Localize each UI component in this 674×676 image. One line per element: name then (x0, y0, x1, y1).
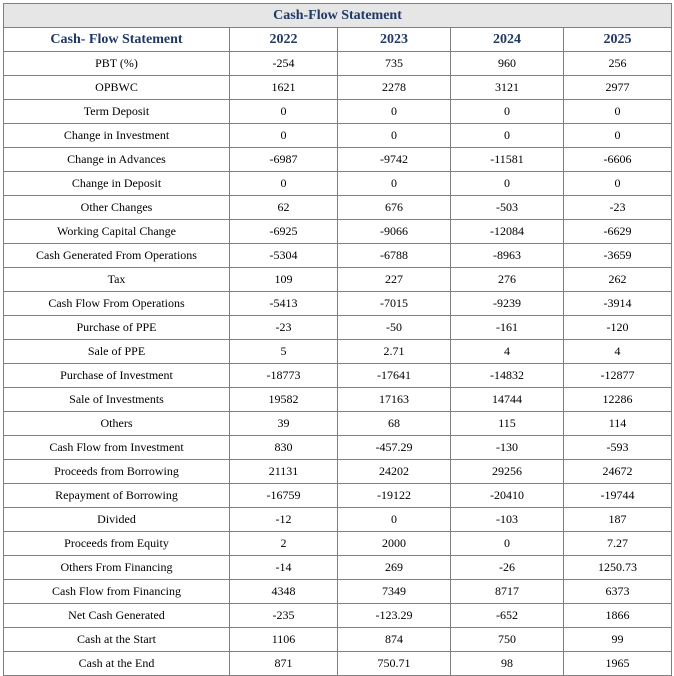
table-row (4, 508, 672, 532)
header-year: 2024 (451, 28, 564, 52)
table-cell: 0 (564, 124, 672, 148)
table-cell: 99 (564, 628, 672, 652)
table-cell: 0 (338, 100, 451, 124)
table-cell: 98 (451, 652, 564, 676)
table-cell: 2977 (564, 76, 672, 100)
table-cell: 0 (451, 172, 564, 196)
table-cell: 874 (338, 628, 451, 652)
table-cell: 24672 (564, 460, 672, 484)
table-cell: 14744 (451, 388, 564, 412)
row-label: PBT (%) (4, 52, 230, 76)
row-label: Purchase of PPE (4, 316, 230, 340)
table-cell: 676 (338, 196, 451, 220)
table-cell: -19122 (338, 484, 451, 508)
table-cell: 8717 (451, 580, 564, 604)
table-row (4, 148, 672, 172)
table-cell: 276 (451, 268, 564, 292)
table-cell: -3914 (564, 292, 672, 316)
table-cell: 0 (564, 100, 672, 124)
table-title-row (4, 4, 672, 28)
table-cell: -5304 (230, 244, 338, 268)
table-cell: 7349 (338, 580, 451, 604)
table-cell: -18773 (230, 364, 338, 388)
row-label: Sale of Investments (4, 388, 230, 412)
table-cell: -130 (451, 436, 564, 460)
table-row (4, 172, 672, 196)
table-cell: -161 (451, 316, 564, 340)
table-cell: 269 (338, 556, 451, 580)
table-row (4, 436, 672, 460)
table-cell: 68 (338, 412, 451, 436)
table-cell: 0 (451, 532, 564, 556)
table-cell: -50 (338, 316, 451, 340)
table-cell: -6629 (564, 220, 672, 244)
table-row (4, 556, 672, 580)
cash-flow-table (3, 3, 672, 676)
row-label: Tax (4, 268, 230, 292)
table-cell: 0 (338, 124, 451, 148)
table-cell: 4 (564, 340, 672, 364)
table-cell: -8963 (451, 244, 564, 268)
table-row (4, 532, 672, 556)
table-row (4, 604, 672, 628)
row-label: Cash at the End (4, 652, 230, 676)
table-row (4, 484, 672, 508)
row-label: Divided (4, 508, 230, 532)
table-cell: 1866 (564, 604, 672, 628)
table-cell: -593 (564, 436, 672, 460)
row-label: Other Changes (4, 196, 230, 220)
table-cell: -9239 (451, 292, 564, 316)
table-cell: -26 (451, 556, 564, 580)
table-row (4, 652, 672, 676)
table-row (4, 124, 672, 148)
table-cell: 830 (230, 436, 338, 460)
table-cell: 0 (451, 100, 564, 124)
row-label: Term Deposit (4, 100, 230, 124)
table-cell: 2278 (338, 76, 451, 100)
table-cell: -235 (230, 604, 338, 628)
row-label: Change in Investment (4, 124, 230, 148)
table-header-row (4, 28, 672, 52)
table-cell: 17163 (338, 388, 451, 412)
table-row (4, 388, 672, 412)
row-label: Proceeds from Borrowing (4, 460, 230, 484)
row-label: Others From Financing (4, 556, 230, 580)
row-label: OPBWC (4, 76, 230, 100)
header-year: 2023 (338, 28, 451, 52)
row-label: Working Capital Change (4, 220, 230, 244)
row-label: Repayment of Borrowing (4, 484, 230, 508)
table-row (4, 460, 672, 484)
row-label: Sale of PPE (4, 340, 230, 364)
header-year: 2025 (564, 28, 672, 52)
table-cell: 6373 (564, 580, 672, 604)
table-cell: 24202 (338, 460, 451, 484)
table-cell: 750.71 (338, 652, 451, 676)
table-row (4, 316, 672, 340)
row-label: Change in Advances (4, 148, 230, 172)
table-row (4, 292, 672, 316)
row-label: Change in Deposit (4, 172, 230, 196)
table-cell: -14832 (451, 364, 564, 388)
table-cell: 4348 (230, 580, 338, 604)
table-cell: 1965 (564, 652, 672, 676)
header-label: Cash- Flow Statement (4, 28, 230, 52)
row-label: Cash Flow from Financing (4, 580, 230, 604)
table-cell: 187 (564, 508, 672, 532)
table-cell: 0 (230, 124, 338, 148)
table-cell: 0 (338, 508, 451, 532)
table-cell: 0 (564, 172, 672, 196)
row-label: Proceeds from Equity (4, 532, 230, 556)
table-cell: 735 (338, 52, 451, 76)
table-cell: -652 (451, 604, 564, 628)
table-cell: 19582 (230, 388, 338, 412)
table-cell: 29256 (451, 460, 564, 484)
table-cell: -123.29 (338, 604, 451, 628)
table-cell: -6987 (230, 148, 338, 172)
table-cell: 2.71 (338, 340, 451, 364)
table-cell: -23 (564, 196, 672, 220)
table-cell: -120 (564, 316, 672, 340)
table-row (4, 580, 672, 604)
table-row (4, 268, 672, 292)
table-cell: 262 (564, 268, 672, 292)
table-row (4, 628, 672, 652)
table-cell: 2 (230, 532, 338, 556)
row-label: Others (4, 412, 230, 436)
table-cell: -16759 (230, 484, 338, 508)
table-cell: -20410 (451, 484, 564, 508)
table-row (4, 244, 672, 268)
table-cell: -103 (451, 508, 564, 532)
table-cell: 115 (451, 412, 564, 436)
table-cell: -12877 (564, 364, 672, 388)
table-row (4, 52, 672, 76)
table-cell: -254 (230, 52, 338, 76)
table-cell: 0 (230, 100, 338, 124)
table-row (4, 196, 672, 220)
table-cell: -14 (230, 556, 338, 580)
row-label: Purchase of Investment (4, 364, 230, 388)
table-cell: -9742 (338, 148, 451, 172)
table-cell: -9066 (338, 220, 451, 244)
table-cell: 4 (451, 340, 564, 364)
table-cell: 39 (230, 412, 338, 436)
row-label: Cash at the Start (4, 628, 230, 652)
table-cell: 21131 (230, 460, 338, 484)
table-cell: 750 (451, 628, 564, 652)
table-cell: -12084 (451, 220, 564, 244)
table-cell: -6606 (564, 148, 672, 172)
table-cell: 0 (451, 124, 564, 148)
table-row (4, 364, 672, 388)
table-cell: -5413 (230, 292, 338, 316)
table-cell: 256 (564, 52, 672, 76)
table-cell: 62 (230, 196, 338, 220)
table-cell: -23 (230, 316, 338, 340)
table-cell: 0 (230, 172, 338, 196)
cash-flow-table-container (3, 3, 672, 676)
table-cell: 0 (338, 172, 451, 196)
row-label: Cash Generated From Operations (4, 244, 230, 268)
table-title: Cash-Flow Statement (4, 4, 672, 28)
row-label: Net Cash Generated (4, 604, 230, 628)
table-cell: -7015 (338, 292, 451, 316)
table-cell: 871 (230, 652, 338, 676)
table-row (4, 340, 672, 364)
table-cell: -6788 (338, 244, 451, 268)
table-cell: -19744 (564, 484, 672, 508)
table-cell: 227 (338, 268, 451, 292)
table-row (4, 220, 672, 244)
table-cell: -11581 (451, 148, 564, 172)
table-row (4, 412, 672, 436)
table-cell: -503 (451, 196, 564, 220)
table-cell: 960 (451, 52, 564, 76)
table-row (4, 76, 672, 100)
row-label: Cash Flow from Investment (4, 436, 230, 460)
table-cell: -3659 (564, 244, 672, 268)
table-cell: 114 (564, 412, 672, 436)
table-cell: 5 (230, 340, 338, 364)
table-cell: 1250.73 (564, 556, 672, 580)
table-cell: 3121 (451, 76, 564, 100)
table-cell: 1106 (230, 628, 338, 652)
table-cell: -12 (230, 508, 338, 532)
table-cell: -17641 (338, 364, 451, 388)
table-cell: -457.29 (338, 436, 451, 460)
table-cell: 109 (230, 268, 338, 292)
table-row (4, 100, 672, 124)
row-label: Cash Flow From Operations (4, 292, 230, 316)
header-year: 2022 (230, 28, 338, 52)
table-cell: -6925 (230, 220, 338, 244)
table-cell: 12286 (564, 388, 672, 412)
table-cell: 7.27 (564, 532, 672, 556)
table-cell: 1621 (230, 76, 338, 100)
table-cell: 2000 (338, 532, 451, 556)
